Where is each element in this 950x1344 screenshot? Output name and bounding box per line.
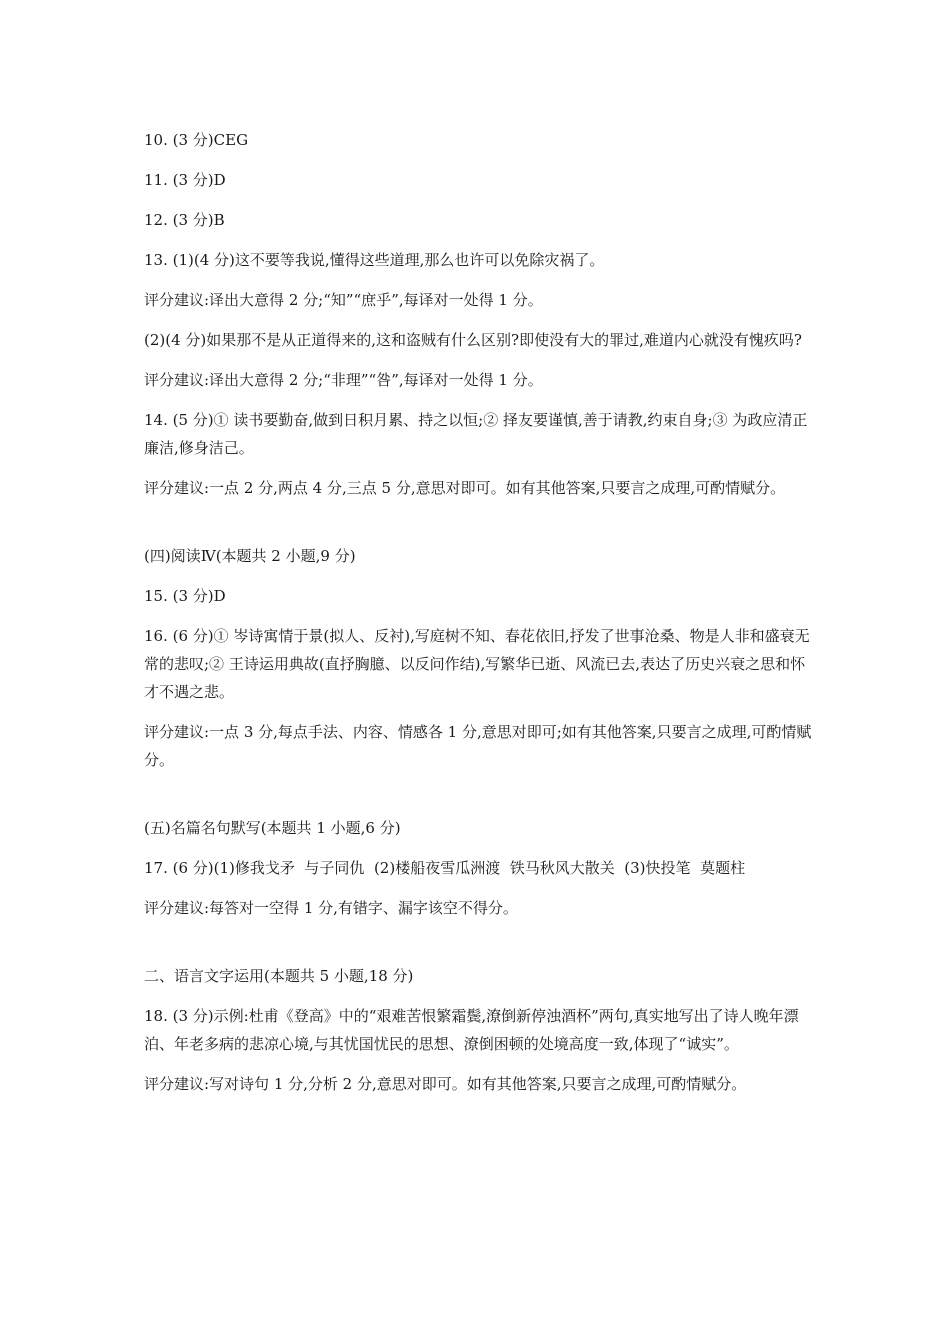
answer-14: 14. (5 分)① 读书要勤奋,做到日积月累、持之以恒;② 择友要谨慎,善于请教,约束自身;③ 为政应清正廉洁,修身洁己。 — [144, 411, 808, 457]
answer-16: 16. (6 分)① 岑诗寓情于景(拟人、反衬),写庭树不知、春花依旧,抒发了世事沧桑、物是人非和盛衰无常的悲叹;② 王诗运用典故(直抒胸臆、以反问作结),写繁华已逝、风流已去,表达了历史兴衰之思和怀才不遇之悲。 — [144, 627, 810, 701]
answer-13-2: (2)(4 分)如果那不是从正道得来的,这和盗贼有什么区别?即使没有大的罪过,难道内心就没有愧疚吗? — [144, 331, 802, 349]
answer-10: 10. (3 分)CEG — [144, 131, 249, 149]
answer-15: 15. (3 分)D — [144, 587, 226, 605]
scoring-16: 评分建议:一点 3 分,每点手法、内容、情感各 1 分,意思对即可;如有其他答案,只要言之成理,可酌情赋分。 — [144, 723, 812, 769]
answer-17: 17. (6 分)(1)修我戈矛 与子同仇 (2)楼船夜雪瓜洲渡 铁马秋风大散关 (3)快投笔 莫题柱 — [144, 859, 746, 877]
section-gap — [144, 934, 816, 962]
scoring-13-2: 评分建议:译出大意得 2 分;“非理”“咎”,每译对一处得 1 分。 — [144, 371, 543, 389]
answer-12: 12. (3 分)B — [144, 211, 225, 229]
scoring-17: 评分建议:每答对一空得 1 分,有错字、漏字该空不得分。 — [144, 899, 518, 917]
section-heading-4: (四)阅读Ⅳ(本题共 2 小题,9 分) — [144, 547, 356, 565]
answer-11: 11. (3 分)D — [144, 171, 226, 189]
answer-18: 18. (3 分)示例:杜甫《登高》中的“艰难苦恨繁霜鬓,潦倒新停浊酒杯”两句,真实地写出了诗人晚年漂泊、年老多病的悲凉心境,与其忧国忧民的思想、潦倒困顿的处境高度一致,体现了“诚实”。 — [144, 1007, 799, 1053]
section-heading-5: (五)名篇名句默写(本题共 1 小题,6 分) — [144, 819, 401, 837]
scoring-14: 评分建议:一点 2 分,两点 4 分,三点 5 分,意思对即可。如有其他答案,只要言之成理,可酌情赋分。 — [144, 479, 786, 497]
answer-document — [144, 126, 816, 1110]
answer-13-1: 13. (1)(4 分)这不要等我说,懂得这些道理,那么也许可以免除灾祸了。 — [144, 251, 605, 269]
section-heading-2: 二、语言文字运用(本题共 5 小题,18 分) — [144, 967, 414, 985]
scoring-18: 评分建议:写对诗句 1 分,分析 2 分,意思对即可。如有其他答案,只要言之成理,可酌情赋分。 — [144, 1075, 747, 1093]
scoring-13-1: 评分建议:译出大意得 2 分;“知”“庶乎”,每译对一处得 1 分。 — [144, 291, 543, 309]
section-gap — [144, 514, 816, 542]
section-gap — [144, 786, 816, 814]
